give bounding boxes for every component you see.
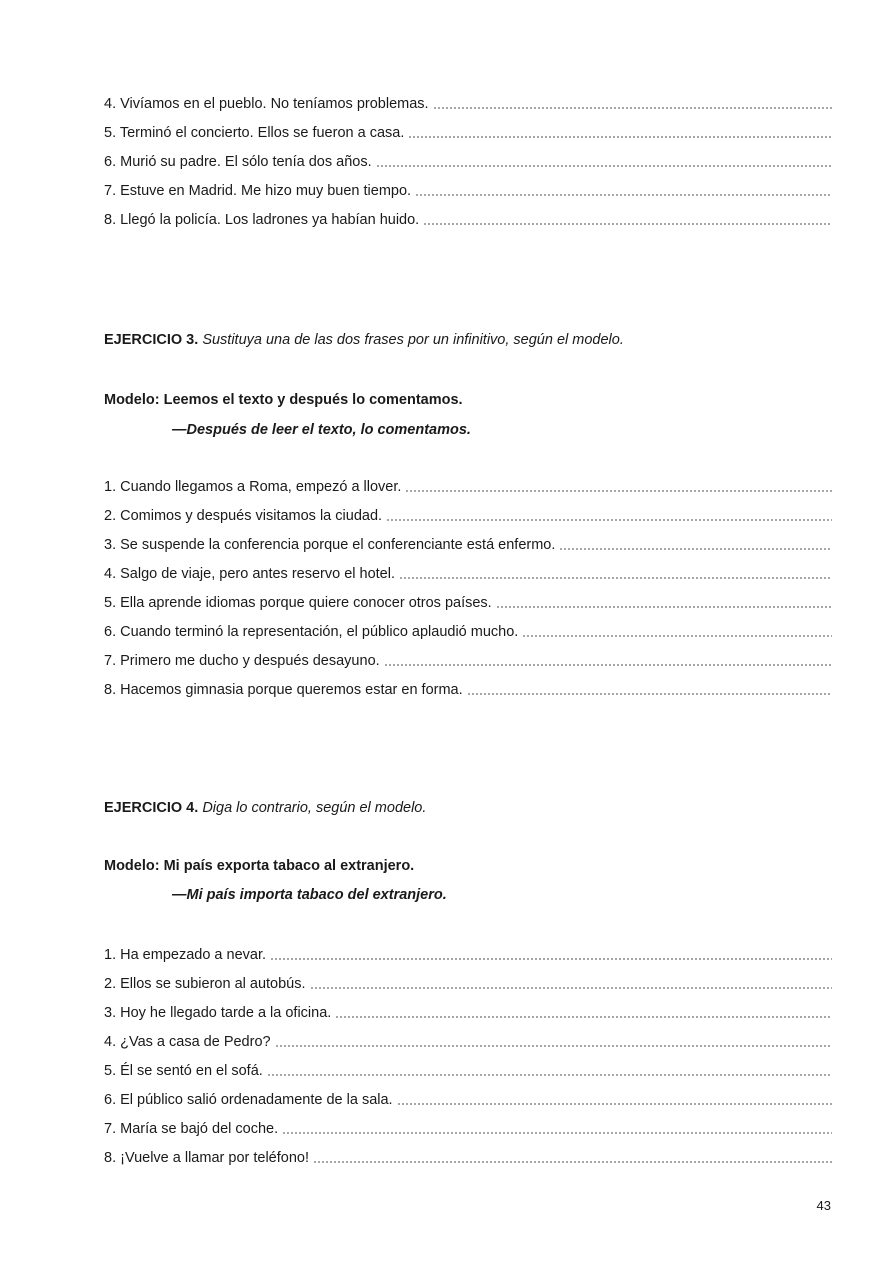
item-text: 8. ¡Vuelve a llamar por teléfono! xyxy=(104,1150,309,1166)
item-text: 5. Terminó el concierto. Ellos se fueron a casa. xyxy=(104,125,405,141)
item-text: 6. Cuando terminó la representación, el público aplaudió mucho. xyxy=(104,624,519,640)
item-text: 6. Murió su padre. El sólo tenía dos años. xyxy=(104,154,372,170)
item-text: 2. Ellos se subieron al autobús. xyxy=(104,976,306,992)
list-item xyxy=(104,621,832,641)
item-text: 8. Llegó la policía. Los ladrones ya habían huido. xyxy=(104,212,420,228)
list-item xyxy=(104,650,832,670)
answer-line[interactable] xyxy=(376,152,832,168)
list-item xyxy=(104,151,832,171)
list-item xyxy=(104,122,832,142)
answer-line[interactable] xyxy=(559,535,832,551)
list-item xyxy=(104,1060,832,1080)
exercise-3-model: Modelo: Leemos el texto y después lo comentamos. xyxy=(104,392,463,408)
item-text: 3. Hoy he llegado tarde a la oficina. xyxy=(104,1005,332,1021)
list-item xyxy=(104,563,832,583)
list-item xyxy=(104,534,832,554)
exercise-3-instruction: Sustituya una de las dos frases por un infinitivo, según el modelo. xyxy=(202,332,624,348)
list-item xyxy=(104,1118,832,1138)
list-item xyxy=(104,1089,832,1109)
list-item xyxy=(104,592,832,612)
item-text: 4. ¿Vas a casa de Pedro? xyxy=(104,1034,271,1050)
answer-line[interactable] xyxy=(275,1032,832,1048)
list-item xyxy=(104,1002,832,1022)
page-number: 43 xyxy=(816,1198,831,1213)
item-text: 3. Se suspende la conferencia porque el conferenciante está enfermo. xyxy=(104,537,556,553)
exercise-4-heading xyxy=(104,800,426,816)
item-text: 2. Comimos y después visitamos la ciudad. xyxy=(104,508,383,524)
answer-line[interactable] xyxy=(405,477,832,493)
answer-line[interactable] xyxy=(415,181,832,197)
answer-line[interactable] xyxy=(433,94,832,110)
item-text: 4. Salgo de viaje, pero antes reservo el hotel. xyxy=(104,566,395,582)
list-item xyxy=(104,1031,832,1051)
exercise-4-model: Modelo: Mi país exporta tabaco al extranjero. xyxy=(104,858,415,874)
list-item xyxy=(104,944,832,964)
answer-line[interactable] xyxy=(335,1003,832,1019)
answer-line[interactable] xyxy=(313,1148,832,1164)
item-text: 7. Estuve en Madrid. Me hizo muy buen tiempo. xyxy=(104,183,412,199)
list-item xyxy=(104,1147,832,1167)
item-text: 1. Cuando llegamos a Roma, empezó a llover. xyxy=(104,479,402,495)
list-item xyxy=(104,93,832,113)
item-text: 5. Ella aprende idiomas porque quiere conocer otros países. xyxy=(104,595,492,611)
list-item xyxy=(104,973,832,993)
item-text: 7. María se bajó del coche. xyxy=(104,1121,279,1137)
list-item xyxy=(104,679,832,699)
item-text: 8. Hacemos gimnasia porque queremos estar en forma. xyxy=(104,682,463,698)
answer-line[interactable] xyxy=(386,506,832,522)
answer-line[interactable] xyxy=(522,622,832,638)
answer-line[interactable] xyxy=(310,974,832,990)
exercise-4-model-answer: —Mi país importa tabaco del extranjero. xyxy=(172,887,447,903)
answer-line[interactable] xyxy=(467,680,832,696)
item-text: 4. Vivíamos en el pueblo. No teníamos problemas. xyxy=(104,96,429,112)
list-item xyxy=(104,476,832,496)
exercise-4-instruction: Diga lo contrario, según el modelo. xyxy=(202,800,427,816)
answer-line[interactable] xyxy=(282,1119,832,1135)
answer-line[interactable] xyxy=(384,651,832,667)
exercise-3-label: EJERCICIO 3. xyxy=(104,332,199,348)
list-item xyxy=(104,180,832,200)
exercise-3-model-answer: —Después de leer el texto, lo comentamos. xyxy=(172,422,471,438)
answer-line[interactable] xyxy=(397,1090,832,1106)
exercise-4-label: EJERCICIO 4. xyxy=(104,800,199,816)
list-item xyxy=(104,505,832,525)
answer-line[interactable] xyxy=(408,123,832,139)
exercise-3-heading xyxy=(104,332,624,348)
item-text: 1. Ha empezado a nevar. xyxy=(104,947,267,963)
list-item xyxy=(104,209,832,229)
item-text: 6. El público salió ordenadamente de la sala. xyxy=(104,1092,393,1108)
item-text: 5. Él se sentó en el sofá. xyxy=(104,1063,263,1079)
answer-line[interactable] xyxy=(399,564,832,580)
item-text: 7. Primero me ducho y después desayuno. xyxy=(104,653,380,669)
answer-line[interactable] xyxy=(267,1061,832,1077)
answer-line[interactable] xyxy=(270,945,832,961)
answer-line[interactable] xyxy=(423,210,832,226)
answer-line[interactable] xyxy=(496,593,832,609)
